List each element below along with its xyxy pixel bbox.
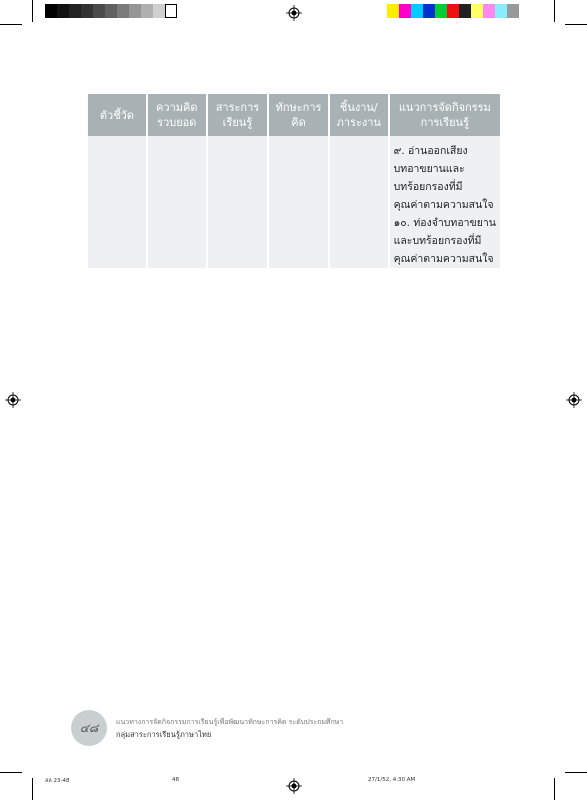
footer-subject-group: กลุ่มสาระการเรียนรู้ภาษาไทย	[116, 730, 212, 739]
header-task: ชิ้นงาน/ ภาระงาน	[329, 94, 389, 136]
crop-mark	[32, 778, 33, 800]
table-row	[88, 136, 500, 268]
registration-mark-icon	[5, 392, 21, 408]
activity-line: และบทร้อยกรองที่มี	[393, 235, 482, 247]
page-number-badge: ๔๘	[71, 710, 107, 746]
crop-mark	[0, 24, 22, 25]
crop-mark	[554, 778, 555, 800]
slug-file-label: ลล 23-48	[45, 778, 70, 784]
registration-mark-icon	[286, 5, 302, 21]
learning-activity-table	[88, 94, 500, 268]
crop-mark	[32, 0, 33, 22]
crop-mark	[0, 772, 22, 773]
crop-mark	[565, 772, 587, 773]
crop-mark	[565, 24, 587, 25]
footer-book-title: แนวทางการจัดกิจกรรมการเรียนรู้เพื่อพัฒนาทักษะการคิด ระดับประถมศึกษา	[116, 718, 344, 726]
activity-line: คุณค่าตามความสนใจ	[393, 253, 494, 265]
activity-line: ๑๐. ท่องจำบทอาขยาน	[393, 217, 496, 229]
table-header-row	[88, 94, 500, 136]
slug-page-number: 48	[172, 777, 179, 783]
grayscale-bar	[45, 4, 177, 18]
header-thinking-skill: ทักษะการคิด	[268, 94, 329, 136]
header-concept: ความคิด รวบยอด	[147, 94, 207, 136]
slug-timestamp: 27/1/52, 4:30 AM	[368, 777, 416, 783]
cell-indicator	[88, 136, 147, 268]
header-activity: แนวการจัดกิจกรรม การเรียนรู้	[389, 94, 500, 136]
cell-concept	[147, 136, 207, 268]
color-calibration-bar	[387, 4, 519, 18]
activity-line: คุณค่าตามความสนใจ	[393, 199, 494, 211]
cell-task	[329, 136, 389, 268]
registration-mark-icon	[566, 392, 582, 408]
activity-list	[390, 136, 500, 268]
activity-line: บทอาขยานและ	[393, 163, 465, 175]
cell-content	[207, 136, 268, 268]
activity-line: บทร้อยกรองที่มี	[393, 181, 463, 193]
header-indicator: ตัวชี้วัด	[88, 94, 147, 136]
registration-mark-icon	[286, 778, 302, 794]
cell-activity	[389, 136, 500, 268]
activity-line: ๙. อ่านออกเสียง	[393, 145, 468, 157]
crop-mark	[554, 0, 555, 22]
header-content: สาระการเรียนรู้	[207, 94, 268, 136]
cell-thinking-skill	[268, 136, 329, 268]
